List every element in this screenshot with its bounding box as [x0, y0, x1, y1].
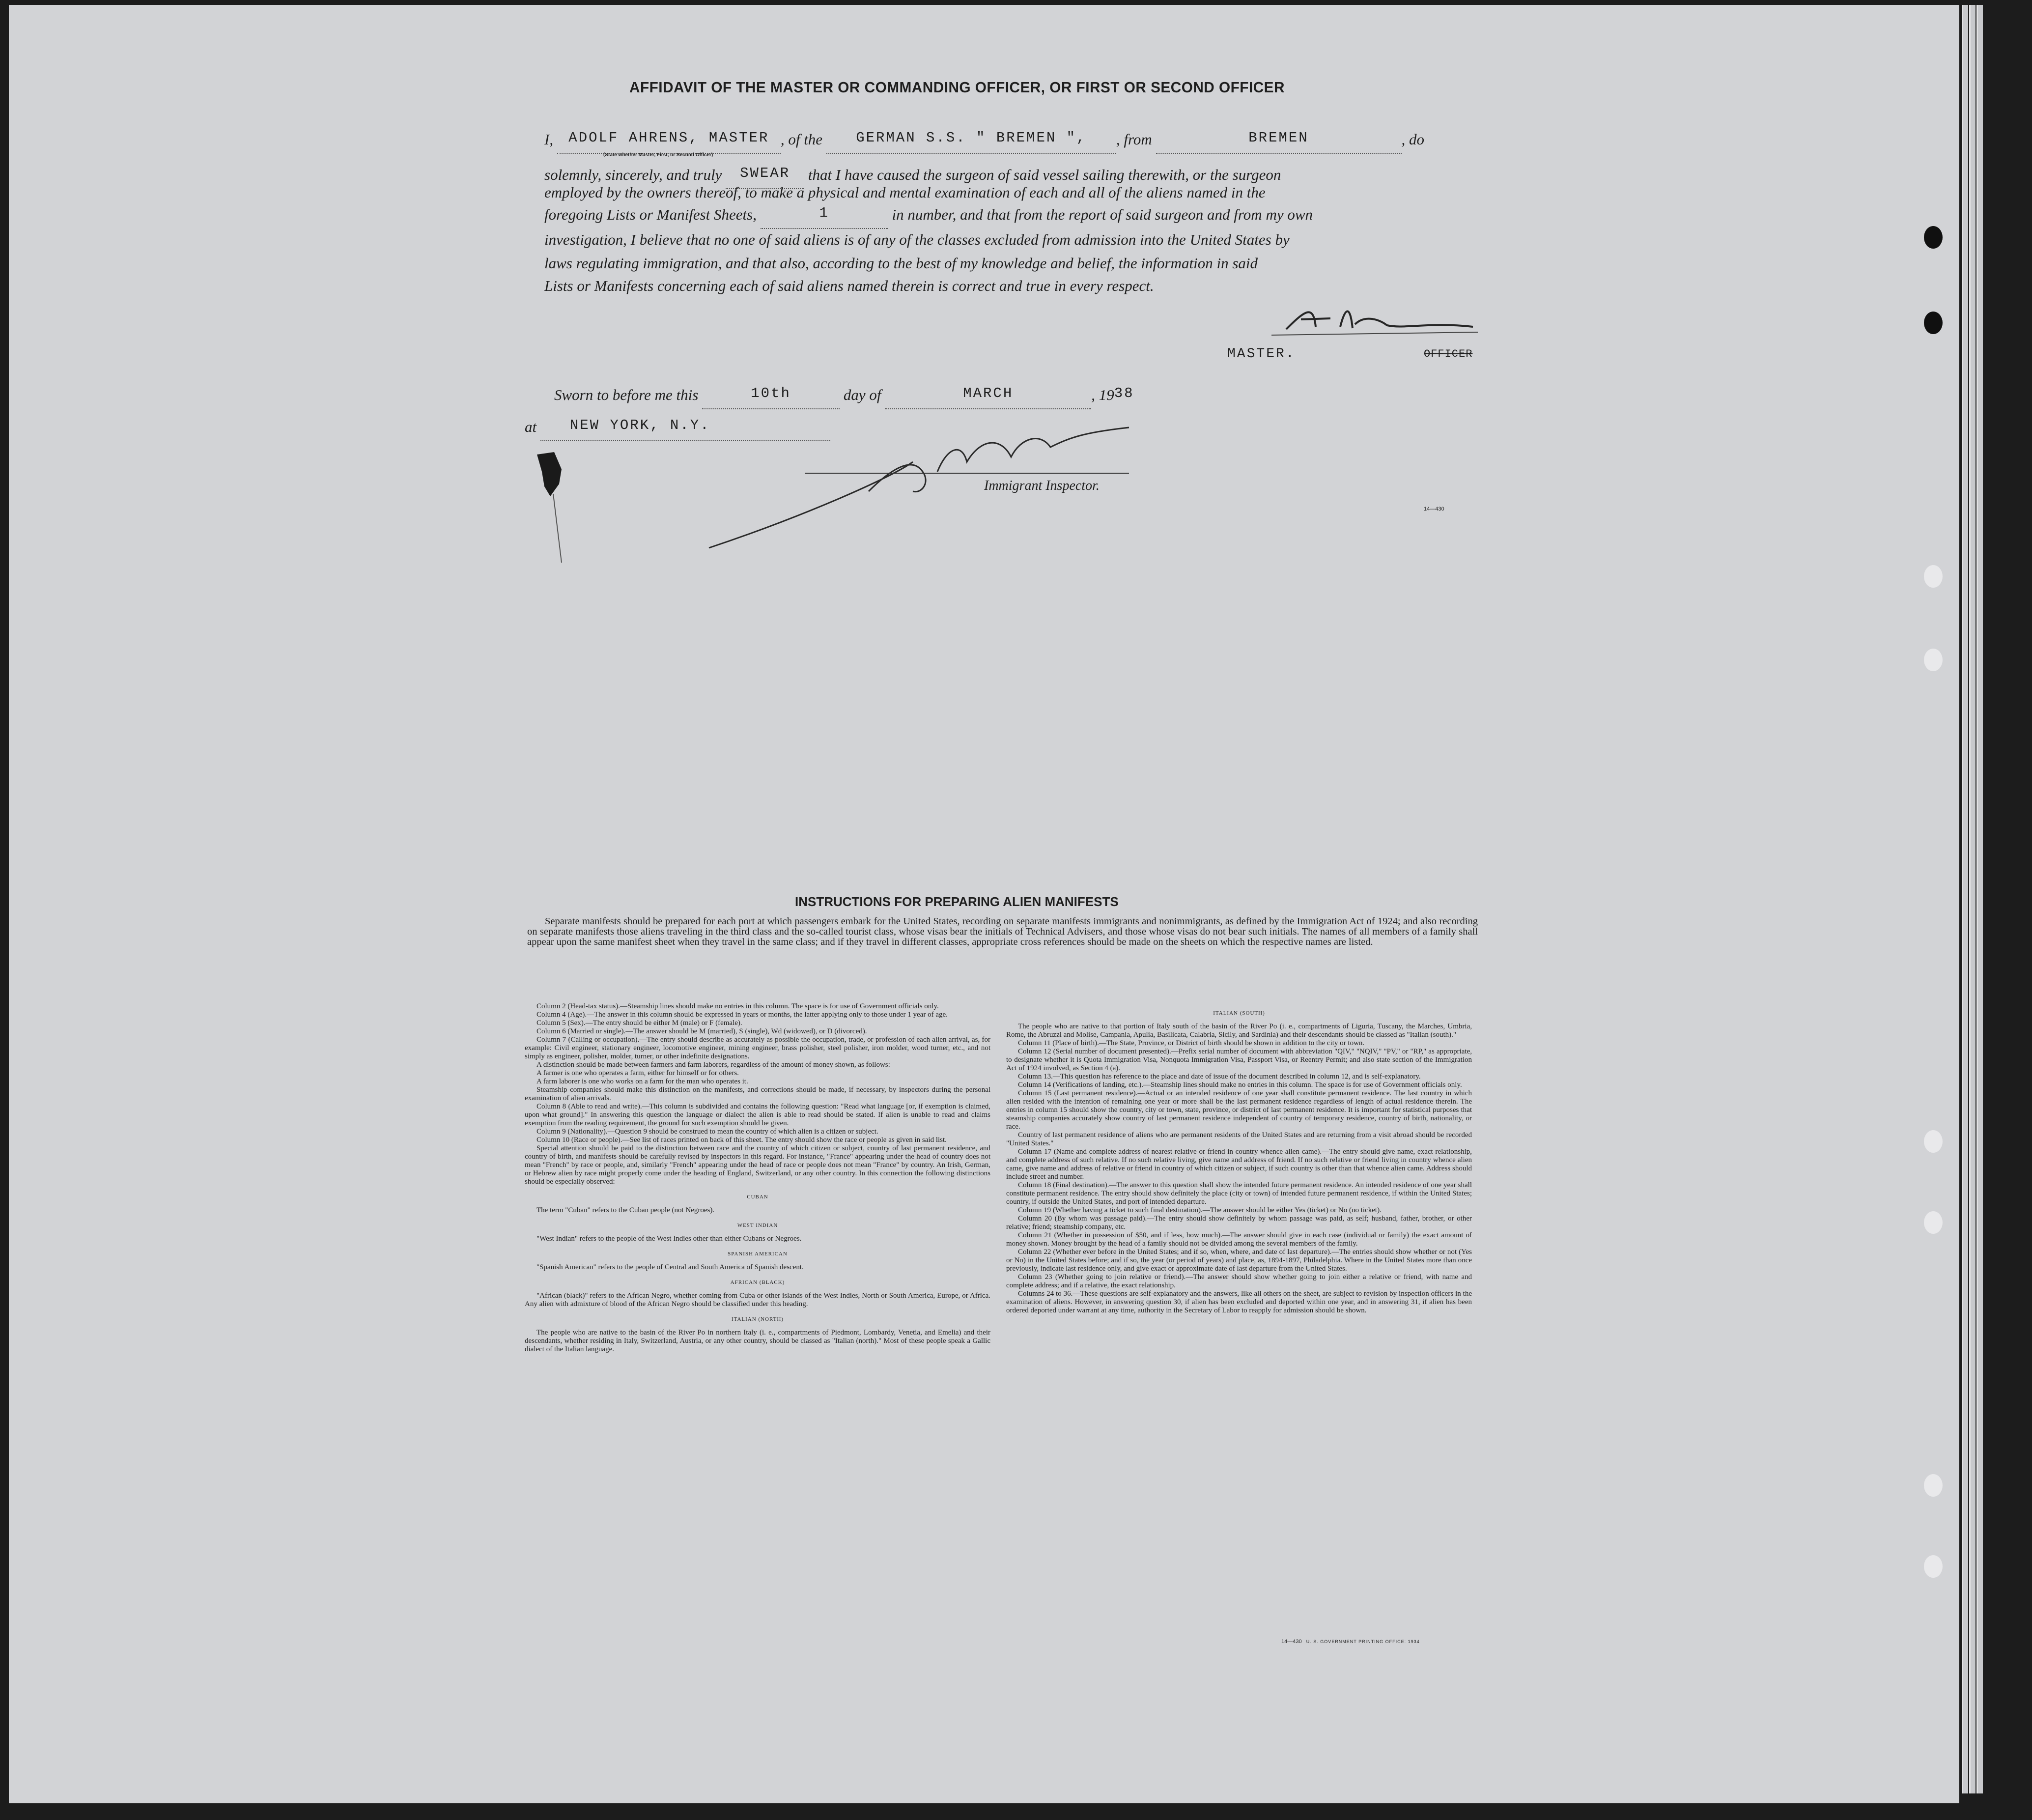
- port-field: [1156, 128, 1402, 154]
- affidavit-text: , from: [1116, 131, 1152, 148]
- master-name-field: [557, 128, 781, 154]
- instruction-paragraph: Column 18 (Final destination).—The answer to this question shall show the intended future permanent residence. An intended residence of one year shall constitute permanent residence. The entry should show definitely the place (city or town) of intended future permanent residence, if within the United States; country, if outside the United States, and port of intended departure.: [1006, 1181, 1472, 1206]
- inspector-signature-line: [805, 473, 1129, 474]
- affidavit-text: laws regulating immigration, and that also, according to the best of my knowledge and belief, the information in said: [544, 255, 1258, 272]
- affidavit-text: I,: [544, 131, 554, 148]
- footer-printer: U. S. GOVERNMENT PRINTING OFFICE: 1934: [1306, 1639, 1420, 1644]
- page-edge: [1976, 5, 1983, 1793]
- affidavit-text: , do: [1401, 131, 1424, 148]
- month-field: [885, 383, 1091, 409]
- instruction-heading: ITALIAN (SOUTH): [1213, 1010, 1265, 1016]
- affidavit-text: that I have caused the surgeon of said vessel sailing therewith, or the surgeon: [808, 166, 1281, 183]
- month-value: MARCH: [963, 385, 1014, 401]
- affidavit-line-5: [544, 228, 1290, 252]
- master-signature: [1267, 300, 1483, 344]
- document-page: [9, 5, 1959, 1803]
- day-value: 10th: [751, 385, 791, 401]
- affidavit-text: , of the: [780, 131, 823, 148]
- struck-officer-text: OFFICER: [1424, 348, 1473, 360]
- affidavit-line-3: [544, 181, 1266, 204]
- instruction-paragraph: Column 7 (Calling or occupation).—The entry should describe as accurately as possible the occupation, trade, or profession of each alien arrival, as, for example: Civil engineer, stationary engineer, locomotive engineer, mining engineer, brass polisher, steel polisher, iron molder, wood turner, etc., and not simply as engineer, polisher, molder, turner, or other indefinite designations.: [525, 1036, 990, 1060]
- affidavit-text: in number, and that from the report of said surgeon and from my own: [892, 206, 1313, 223]
- affidavit-line-1: [544, 128, 1424, 154]
- instruction-paragraph: "African (black)" refers to the African Negro, whether coming from Cuba or other islands of the West Indies, North or South America, Europe, or Africa. Any alien with admixture of blood of the African Negro should be classified under this heading.: [525, 1292, 990, 1308]
- sheets-field: [761, 203, 888, 229]
- signer-title: MASTER.: [1227, 346, 1296, 362]
- affidavit-text: foregoing Lists or Manifest Sheets,: [544, 206, 757, 223]
- instruction-heading: SPANISH AMERICAN: [728, 1251, 788, 1257]
- instruction-paragraph: Column 2 (Head-tax status).—Steamship lines should make no entries in this column. The space is for use of Government officials only.: [536, 1002, 939, 1010]
- oath-value: SWEAR: [740, 165, 790, 181]
- instruction-paragraph: "West Indian" refers to the people of the West Indies other than either Cubans or Negroes.: [536, 1235, 802, 1243]
- jurat-text: at: [525, 418, 537, 435]
- port-value: BREMEN: [1248, 130, 1309, 146]
- instruction-paragraph: The term "Cuban" refers to the Cuban people (not Negroes).: [536, 1206, 715, 1214]
- binder-hole: [1924, 1555, 1943, 1578]
- instruction-paragraph: The people who are native to that portion of Italy south of the basin of the River Po (i. e., compartments of Liguria, Tuscany, the Marches, Umbria, Rome, the Abruzzi and Molise, Campania, Apulia, Basilicata, Calabria, Sicily, and Sardinia) and their descendants should be classed as "Italian (south).": [1006, 1023, 1472, 1039]
- affidavit-text: solemnly, sincerely, and truly: [544, 166, 722, 183]
- instruction-paragraph: Column 14 (Verifications of landing, etc.).—Steamship lines should make no entries in this column. The space is for use of Government officials only.: [1018, 1081, 1462, 1089]
- master-name-value: ADOLF AHRENS, MASTER: [568, 130, 769, 146]
- instruction-paragraph: Column 19 (Whether having a ticket to such final destination).—The answer should be either Yes (ticket) or No (no ticket).: [1018, 1206, 1382, 1214]
- binder-hole: [1924, 226, 1943, 249]
- instruction-paragraph: Column 20 (By whom was passage paid).—The entry should show definitely by whom passage was paid, as self; husband, father, brother, or other relative; friend; steamship company, etc.: [1006, 1215, 1472, 1231]
- affidavit-text: Lists or Manifests concerning each of said aliens named therein is correct and true in every respect.: [544, 277, 1154, 294]
- instruction-paragraph: Column 11 (Place of birth).—The State, Province, or District of birth should be shown in addition to the city or town.: [1018, 1039, 1365, 1047]
- instruction-paragraph: Country of last permanent residence of aliens who are permanent residents of the United States and are returning from a visit abroad should be recorded "United States.": [1006, 1131, 1472, 1147]
- instruction-paragraph: Special attention should be paid to the distinction between race and the country of which citizen or subject, country of last permanent residence, and country of birth, and manifests should be carefully revised by inspectors in this regard. For instance, "France" appearing under the head of country does not mean "French" by race or people, and, similarly "French" appearing under the head of race or people does not mean "France" by country. An Irish, German, or Hebrew alien by race might properly come under the heading of England, Switzerland, or any other country. In this connection the following distinctions should be especially observed:: [525, 1144, 990, 1186]
- affidavit-text: employed by the owners thereof, to make a physical and mental examination of each and all of the aliens named in the: [544, 184, 1266, 201]
- binder-hole: [1924, 1211, 1943, 1234]
- jurat-text: , 19: [1091, 386, 1114, 403]
- instruction-paragraph: Column 13.—This question has reference to the place and date of issue of the document described in column 12, and is self-explanatory.: [1018, 1073, 1421, 1081]
- instruction-paragraph: Steamship companies should make this distinction on the manifests, and corrections should be made, if necessary, by inspectors during the personal examination of alien arrivals.: [525, 1086, 990, 1102]
- instructions-title: INSTRUCTIONS FOR PREPARING ALIEN MANIFESTS: [795, 894, 1119, 909]
- instruction-paragraph: Column 15 (Last permanent residence).—Actual or an intended residence of one year shall constitute permanent residence. The last country in which alien resided with the intention of remaining one year or more shall be the last permanent residence regardless of length of actual residence therein. The entries in column 15 should show the country, city or town, state, province, or district of last permanent residence. It is important for statistical purposes that steamship companies accurately show country of last permanent residence independent of country of temporary residence, country of birth, nationality, or race.: [1006, 1089, 1472, 1131]
- rank-note: (State whether Master, First, or Second Officer): [603, 152, 713, 158]
- instruction-heading: WEST INDIAN: [737, 1223, 778, 1228]
- sheets-value: 1: [819, 205, 829, 221]
- page-edge: [1969, 5, 1976, 1793]
- ink-blot: [525, 450, 584, 568]
- instruction-heading: CUBAN: [747, 1194, 768, 1200]
- instruction-paragraph: A farmer is one who operates a farm, either for himself or for others.: [536, 1069, 739, 1077]
- instruction-paragraph: The people who are native to the basin of the River Po in northern Italy (i. e., compartments of Piedmont, Lombardy, Venetia, and Emelia) and their descendants, whether residing in Italy, Switzerland, Austria, or any other country, should be classed as "Italian (north)." Most of these people speak a Gallic dialect of the Italian language.: [525, 1329, 990, 1353]
- instruction-paragraph: Column 12 (Serial number of document presented).—Prefix serial number of document with abbreviation "QIV," "NQIV," "PV," or "RP," as appropriate, to designate whether it is Quota Immigration Visa, Nonquota Immigration Visa, Passport Visa, or Reentry Permit; and also state section of the Immigration Act of 1924 involved, as Section 4 (a).: [1006, 1048, 1472, 1072]
- instructions-intro: Separate manifests should be prepared for each port at which passengers embark for the United States, recording on separate manifests immigrants and nonimmigrants, as defined by the Immigration Act of 1924; and also recording on separate manifests those aliens traveling in the third class and the so-called tourist class, whose visas bear the initials of Technical Advisers, and those whose visas do not bear such initials. The names of all members of a family shall appear upon the same manifest sheet when they travel in the same class; and if they travel in different classes, appropriate cross references should be made on the sheets on which the respective names are listed.: [527, 916, 1478, 947]
- instruction-paragraph: Columns 24 to 36.—These questions are self-explanatory and the answers, like all others on the sheet, are subject to revision by inspection officers in the examination of aliens. However, in answering question 30, if alien has been excluded and deported within one year, and in answering 31, if alien has been ordered deported under warrant at any time, authority in the Secretary of Labor to reapply for admission should be shown.: [1006, 1290, 1472, 1314]
- binder-hole: [1924, 1474, 1943, 1497]
- inspector-caption: Immigrant Inspector.: [984, 478, 1100, 493]
- jurat-text: Sworn to before me this: [554, 386, 699, 403]
- instruction-heading: ITALIAN (NORTH): [731, 1316, 784, 1322]
- affidavit-title: AFFIDAVIT OF THE MASTER OR COMMANDING OFFICER, OR FIRST OR SECOND OFFICER: [629, 79, 1285, 96]
- vessel-value: GERMAN S.S. " BREMEN ",: [856, 130, 1087, 146]
- form-number: 14—430: [1424, 506, 1444, 512]
- instruction-paragraph: Column 22 (Whether ever before in the United States; and if so, when, where, and date of last departure).—The entries should show whether or not (Yes or No) in the United States before; and if so, the year (or period of years) and place, as, 1894-1897, Philadelphia. Where in the United States more than once previously, indicate last residence only, and give exact or approximate date of last departure from the United States.: [1006, 1248, 1472, 1273]
- instruction-paragraph: Column 4 (Age).—The answer in this column should be expressed in years or months, the latter applying only to those under 1 year of age.: [536, 1011, 948, 1019]
- footer-imprint: [1281, 1639, 1420, 1645]
- instruction-paragraph: "Spanish American" refers to the people of Central and South America of Spanish descent.: [536, 1263, 804, 1271]
- instruction-paragraph: Column 17 (Name and complete address of nearest relative or friend in country whence alien came).—The entry should give name, exact relationship, and complete address of such relative. If no such relative living, give name and address of friend. If no such relative or friend living in country whence alien came, give name and address of relative or friend in country of which citizen or subject, if such country is other than that whence alien came. Address should include street and number.: [1006, 1148, 1472, 1181]
- instruction-paragraph: Column 10 (Race or people).—See list of races printed on back of this sheet. The entry should show the race or people as given in said list.: [536, 1136, 947, 1144]
- vessel-field: [826, 128, 1116, 154]
- binder-hole: [1924, 1130, 1943, 1153]
- binder-hole: [1924, 565, 1943, 588]
- footer-form-number: 14—430: [1281, 1639, 1302, 1645]
- instruction-paragraph: Column 5 (Sex).—The entry should be either M (male) or F (female).: [536, 1019, 742, 1027]
- place-value: NEW YORK, N.Y.: [569, 417, 710, 433]
- binder-hole: [1924, 312, 1943, 334]
- jurat-text: day of: [843, 386, 881, 403]
- instruction-paragraph: A farm laborer is one who works on a farm for the man who operates it.: [536, 1078, 748, 1085]
- instruction-paragraph: Column 9 (Nationality).—Question 9 should be construed to mean the country of which alien is a citizen or subject.: [536, 1128, 878, 1136]
- instruction-paragraph: Column 6 (Married or single).—The answer should be M (married), S (single), Wd (widowed), or D (divorced).: [536, 1027, 867, 1035]
- jurat-line: [554, 383, 1134, 409]
- affidavit-text: investigation, I believe that no one of said aliens is of any of the classes excluded from admission into the United States by: [544, 231, 1290, 248]
- instruction-heading: AFRICAN (BLACK): [730, 1280, 785, 1285]
- instructions-left-column: [525, 1002, 990, 1354]
- year-value: 38: [1114, 385, 1134, 401]
- instructions-right-column: [1006, 1002, 1472, 1315]
- day-field: [702, 383, 840, 409]
- binder-hole: [1924, 649, 1943, 671]
- page-edge: [1962, 5, 1968, 1793]
- affidavit-line-7: [544, 274, 1154, 298]
- affidavit-line-4: [544, 203, 1313, 229]
- instruction-paragraph: Column 8 (Able to read and write).—This column is subdivided and contains the following question: "Read what language [or, if exemption is claimed, upon what ground]." In answering this question the language or dialect the alien is able to read should be stated. If alien is unable to read and claims exemption from the reading requirement, the ground for such exemption should be given.: [525, 1103, 990, 1127]
- instruction-paragraph: A distinction should be made between farmers and farm laborers, regardless of the amount of money shown, as follows:: [536, 1061, 890, 1069]
- affidavit-line-6: [544, 252, 1258, 275]
- instruction-paragraph: Column 23 (Whether going to join relative or friend).—The answer should show whether going to join either a relative or friend, with name and complete address; and if a relative, the exact relationship.: [1006, 1273, 1472, 1289]
- instruction-paragraph: Column 21 (Whether in possession of $50, and if less, how much).—The answer should give in each case (individual or family) the exact amount of money shown. Money brought by the head of a family should not be divided among the several members of the family.: [1006, 1231, 1472, 1248]
